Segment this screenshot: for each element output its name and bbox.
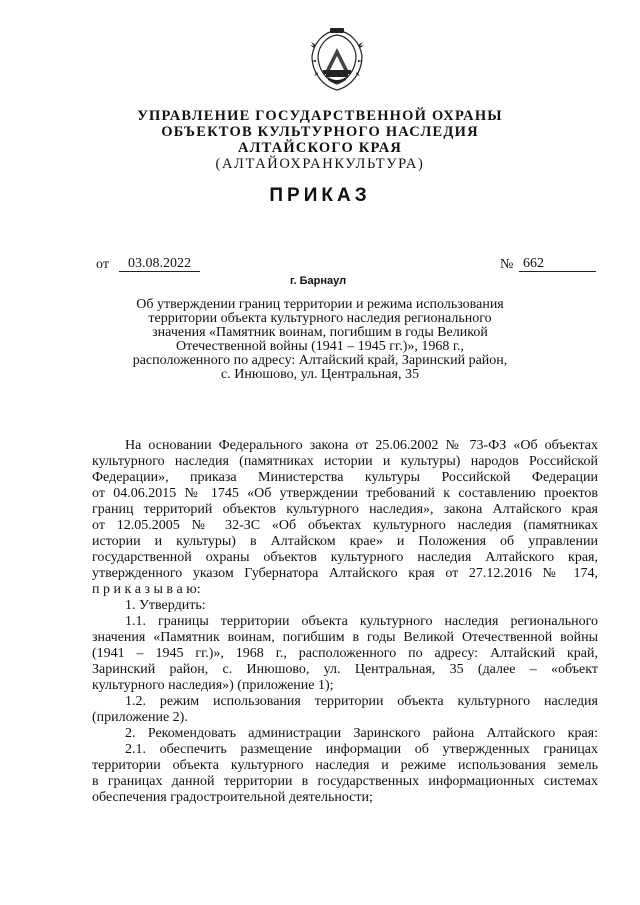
subject-line: Отечественной войны (1941 – 1945 гг.)», 1968 г., [175,339,465,354]
body-line: государственной охраны объектов культурного наследия Алтайского края, [92,550,598,565]
date-label: от [96,257,109,272]
subject-line: Об утверждении границ территории и режима использования [136,297,504,312]
body-line: На основании Федерального закона от 25.06.2002 № 73-ФЗ «Об объектах [125,438,598,453]
item-1-1: 1.1. границы территории объекта культурного наследия регионального [125,614,598,629]
item-2-1: 2.1. обеспечить размещение информации об утвержденных границах [125,742,598,757]
subject-line: расположенного по адресу: Алтайский край, Заринский район, [132,353,508,368]
body-line: Федерации», приказа Министерства культуры Российской Федерации [92,470,598,485]
city-of-issue: г. Барнаул [290,275,347,287]
subject-line: территории объекта культурного наследия регионального [148,311,492,326]
document-date: 03.08.2022 [119,256,200,272]
agency-name-line1: УПРАВЛЕНИЕ ГОСУДАРСТВЕННОЙ ОХРАНЫ [137,108,503,124]
number-label: № [500,257,514,272]
body-line: утвержденного указом Губернатора Алтайского края от 27.12.2016 № 174, [92,566,598,581]
body-line: обеспечения градостроительной деятельности; [92,790,373,805]
item-1-approve: 1. Утвердить: [125,598,206,613]
body-line: в границах данной территории в государственных информационных системах [92,774,598,789]
item-2-recommend: 2. Рекомендовать администрации Заринского района Алтайского края: [125,726,598,741]
subject-line: с. Инюшово, ул. Центральная, 35 [221,367,419,382]
coat-of-arms-emblem [304,26,370,94]
body-line: границ территорий объектов культурного наследия», закона Алтайского края [92,502,598,517]
body-line: территории объекта культурного наследия и режиме использования земель [92,758,598,773]
body-line: культурного наследия (памятниках истории и культуры) народов Российской [92,454,598,469]
body-line: культурного наследия») (приложение 1); [92,678,334,693]
decree-word: п р и к а з ы в а ю: [92,582,201,597]
body-line: от 04.06.2015 № 1745 «Об утверждении требований к составлению проектов [92,486,598,501]
document-type-title: ПРИКАЗ [269,185,371,206]
order-subject [120,298,520,382]
agency-name-line3: АЛТАЙСКОГО КРАЯ [237,140,403,156]
body-line: значения «Памятник воинам, погибшим в годы Великой Отечественной войны [92,630,598,645]
body-line: (приложение 2). [92,710,188,725]
item-1-2: 1.2. режим использования территории объекта культурного наследия [125,694,598,709]
agency-short-name: (АЛТАЙОХРАНКУЛЬТУРА) [215,156,425,172]
body-line: от 12.05.2005 № 32-ЗС «Об объектах культурного наследия (памятниках [92,518,598,533]
body-line: истории и культуры) в Алтайском крае» и Положения об управлении [92,534,598,549]
subject-line: значения «Памятник воинам, погибшим в годы Великой [152,325,488,340]
body-line: (1941 – 1945 гг.)», 1968 г., расположенного по адресу: Алтайский край, [92,646,598,661]
agency-name-line2: ОБЪЕКТОВ КУЛЬТУРНОГО НАСЛЕДИЯ [161,124,479,140]
document-number: 662 [519,256,596,272]
order-body [92,438,598,806]
body-line: Заринский район, с. Инюшово, ул. Центральная, 35 (далее – «объект [92,662,598,677]
